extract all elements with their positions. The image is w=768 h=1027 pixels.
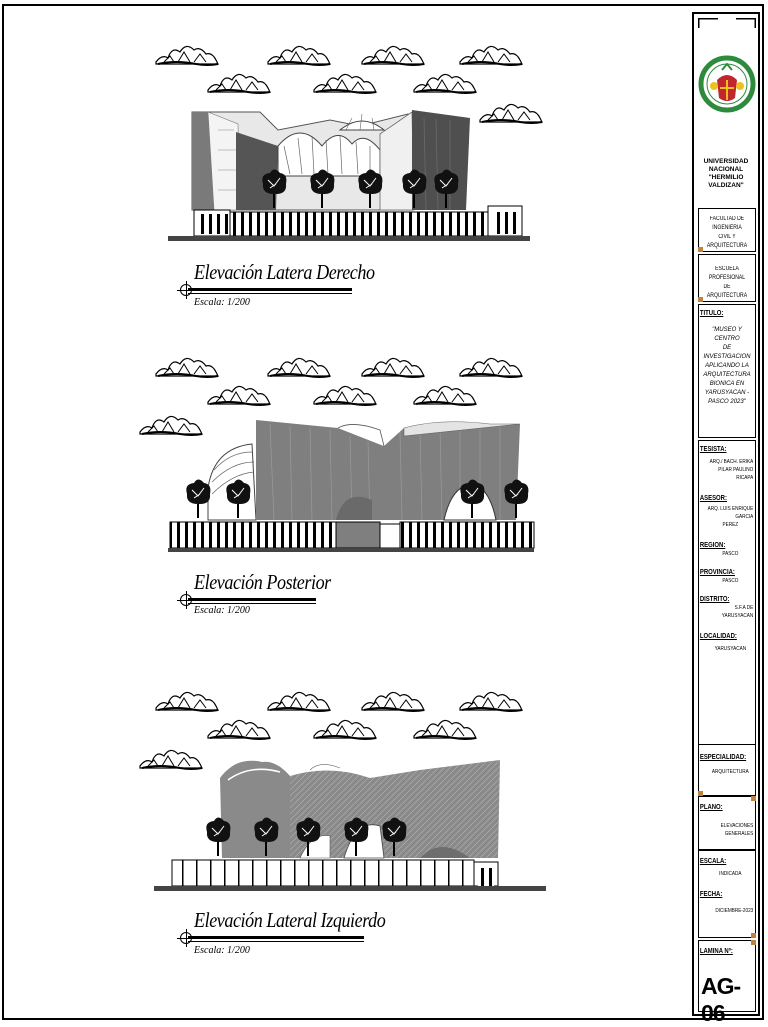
cloud-ornament <box>362 46 424 65</box>
tree <box>186 480 210 519</box>
corner-mark <box>698 247 703 252</box>
titulo-line: APLICANDO LA <box>705 363 749 369</box>
elevation-scale: Escala: 1/200 <box>194 297 250 308</box>
cloud-ornament <box>414 74 476 93</box>
cloud-ornament <box>140 416 202 435</box>
plano-value: ELEVACIONES GENERALES <box>720 823 754 837</box>
cloud-ornament <box>414 386 476 405</box>
cloud-ornament <box>362 358 424 377</box>
elevation-title: Elevación Latera Derecho <box>194 260 375 284</box>
distrito-label: DISTRITO: <box>699 596 730 603</box>
region-label: REGION: <box>699 542 726 549</box>
tesista-value: ARQ./ BACH. ERIKA <box>709 459 754 465</box>
title-block <box>692 12 760 1026</box>
corner-mark <box>751 933 756 938</box>
escala-label: ESCALA: <box>699 858 727 865</box>
title-underline <box>188 293 352 294</box>
titulo-cell <box>698 304 756 438</box>
info-cell <box>698 440 756 744</box>
university-line: NACIONAL <box>708 166 744 173</box>
titulo-line: YARUSYACAN - <box>704 390 750 396</box>
university-seal-icon <box>698 18 756 138</box>
corner-mark <box>751 796 756 801</box>
titulo-line: ARQUITECTURA <box>703 372 751 378</box>
title-underline <box>188 288 352 291</box>
faculty-line: FACULTAD DE INGENIERIA <box>709 216 745 231</box>
titulo-label: TITULO: <box>699 310 724 317</box>
lamina-label: LAMINA Nº: <box>699 948 733 955</box>
titulo-line: BIONICA EN <box>709 381 745 387</box>
cloud-ornament <box>460 46 522 65</box>
distrito-value: S.F.A DE YARUSYACAN <box>721 605 754 619</box>
cloud-ornament <box>314 74 376 93</box>
localidad-value: YARUSYACAN <box>714 646 747 652</box>
tesista-value: PILAR PAULINO RICAPA <box>718 467 754 481</box>
plano-cell <box>698 796 756 850</box>
cloud-ornament <box>362 692 424 711</box>
fecha-label: FECHA: <box>699 891 723 898</box>
asesor-label: ASESOR: <box>699 495 727 502</box>
provincia-value: PASCO <box>722 578 739 584</box>
corner-mark <box>698 297 703 302</box>
escala-value: INDICADA <box>719 871 742 877</box>
elevation-left-group <box>140 692 546 891</box>
cloud-ornament <box>156 692 218 711</box>
university-name <box>694 158 758 190</box>
elevation-scale: Escala: 1/200 <box>194 945 250 956</box>
title-underline <box>188 598 316 601</box>
cloud-ornament <box>208 720 270 739</box>
cloud-ornament <box>460 358 522 377</box>
region-value: PASCO <box>722 551 739 557</box>
plano-label: PLANO: <box>699 804 723 811</box>
especialidad-label: ESPECIALIDAD: <box>699 754 747 761</box>
tesista-label: TESISTA: <box>699 446 727 453</box>
cloud-ornament <box>480 104 542 123</box>
university-line: "HERMILIO VALDIZAN" <box>708 174 744 189</box>
university-line: UNIVERSIDAD <box>703 158 749 165</box>
especialidad-value: ARQUITECTURA <box>711 769 749 775</box>
cloud-ornament <box>314 720 376 739</box>
asesor-value: PEREZ <box>722 522 739 528</box>
provincia-label: PROVINCIA: <box>699 569 735 576</box>
cloud-ornament <box>460 692 522 711</box>
cloud-ornament <box>414 720 476 739</box>
localidad-label: LOCALIDAD: <box>699 633 737 640</box>
titulo-line: DE INVESTIGACION <box>703 345 751 360</box>
cloud-ornament <box>156 46 218 65</box>
faculty-line: CIVIL Y ARQUITECTURA <box>706 234 748 249</box>
escala-fecha-cell <box>698 850 756 938</box>
title-underline <box>188 941 364 942</box>
cloud-ornament <box>268 692 330 711</box>
cloud-ornament <box>208 386 270 405</box>
school-line: DE ARQUITECTURA <box>706 284 748 299</box>
cloud-ornament <box>268 46 330 65</box>
asesor-value: ARQ. LUIS ENRIQUE GARCIA <box>707 506 754 520</box>
cloud-ornament <box>140 750 202 769</box>
titulo-line: PASCO 2023" <box>708 399 746 405</box>
title-underline <box>188 936 364 939</box>
fecha-value: DICIEMBRE-2023 <box>715 908 754 914</box>
faculty-cell <box>698 208 756 252</box>
title-underline <box>188 603 316 604</box>
cloud-ornament <box>268 358 330 377</box>
school-cell <box>698 254 756 302</box>
elevation-rear-group <box>140 358 534 552</box>
cloud-ornament <box>156 358 218 377</box>
cloud-ornament <box>314 386 376 405</box>
lamina-number: AG-06 <box>701 973 741 1026</box>
corner-mark <box>751 940 756 945</box>
elevation-scale: Escala: 1/200 <box>194 605 250 616</box>
titulo-line: "MUSEO Y CENTRO <box>712 327 742 342</box>
elevation-right-group <box>156 46 542 241</box>
especialidad-cell <box>698 744 756 796</box>
elevation-title: Elevación Posterior <box>194 570 331 594</box>
school-line: ESCUELA PROFESIONAL <box>708 266 746 281</box>
cloud-ornament <box>208 74 270 93</box>
lamina-cell <box>698 940 756 1026</box>
elevation-title: Elevación Lateral Izquierdo <box>194 908 386 932</box>
